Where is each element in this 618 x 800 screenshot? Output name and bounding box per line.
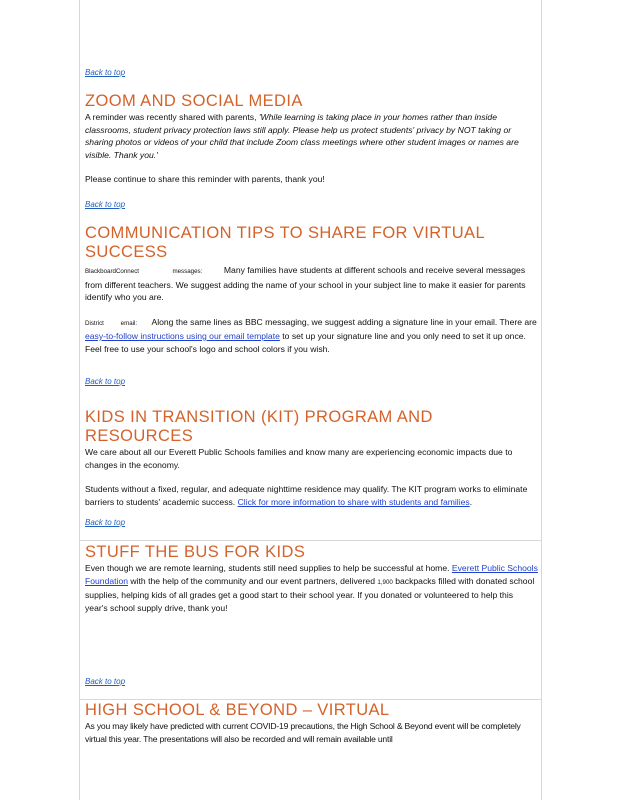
high-school-paragraph: As you may likely have predicted with current COVID-19 precautions, the High School & Beyond event will be completely virtual this year. The presentations will also be recorded and will remain available until bbox=[85, 721, 521, 744]
section-divider bbox=[79, 540, 542, 541]
communication-heading: COMMUNICATION TIPS TO SHARE FOR VIRTUAL SUCCESS bbox=[85, 224, 485, 261]
email-template-link[interactable]: easy-to-follow instructions using our email template bbox=[85, 331, 280, 341]
high-school-section bbox=[85, 701, 538, 745]
blackboard-label: BlackboardConnect bbox=[85, 268, 140, 275]
zoom-paragraph bbox=[85, 111, 538, 161]
back-to-top-link[interactable] bbox=[85, 200, 538, 210]
blackboard-paragraph bbox=[85, 264, 538, 304]
kit-info-link[interactable]: Click for more information to share with students and families bbox=[237, 496, 470, 507]
district-text-1: Along the same lines as BBC messaging, we suggest adding a signature line in your email. There are bbox=[151, 316, 537, 327]
blackboard-text: Many families have students at different schools and receive several messages from different teachers. We suggest adding the name of your school in your subject line to make it easier for parents identify who you are. bbox=[85, 265, 526, 302]
zoom-section bbox=[85, 92, 538, 186]
back-to-top-link-text[interactable]: Back to top bbox=[85, 377, 126, 386]
stuff-bus-text-2: with the help of the community and our event partners, delivered bbox=[128, 575, 378, 586]
kit-paragraph-1: We care about all our Everett Public Schools families and know many are experiencing economic impacts due to changes in the economy. bbox=[85, 447, 513, 470]
kit-text: Students without a fixed, regular, and adequate nighttime residence may qualify. The KIT program works to eliminate barriers to students' academic success. bbox=[85, 484, 528, 507]
back-to-top-link[interactable] bbox=[85, 518, 538, 528]
foundation-link[interactable]: Everett Public Schools Foundation bbox=[85, 563, 538, 586]
zoom-quote: 'While learning is taking place in your homes rather than inside classrooms, student privacy protection laws still apply. Please help us protect students' privacy by NOT taking or sharing photos or videos of your child that include Zoom class meetings where other student images or names are visible. Thank you.' bbox=[85, 112, 519, 160]
back-to-top-link-text[interactable]: Back to top bbox=[85, 518, 126, 527]
back-to-top-link-text[interactable]: Back to top bbox=[85, 200, 126, 209]
kit-paragraph-2 bbox=[85, 483, 538, 508]
stuff-bus-heading: STUFF THE BUS FOR KIDS bbox=[85, 543, 306, 561]
high-school-heading: HIGH SCHOOL & BEYOND – VIRTUAL bbox=[85, 701, 390, 719]
blackboard-label-2: messages: bbox=[172, 268, 203, 275]
stuff-bus-section bbox=[85, 543, 538, 614]
stuff-bus-paragraph bbox=[85, 562, 538, 614]
kit-section bbox=[85, 408, 538, 508]
stuff-bus-text-1: Even though we are remote learning, students still need supplies to help be successful at home. bbox=[85, 563, 452, 573]
kit-heading: KIDS IN TRANSITION (KIT) PROGRAM AND RESOURCES bbox=[85, 408, 433, 445]
zoom-closing: Please continue to share this reminder with parents, thank you! bbox=[85, 174, 325, 184]
backpack-count: 1,900 bbox=[377, 578, 393, 586]
communication-section bbox=[85, 224, 538, 355]
back-to-top-link[interactable] bbox=[85, 377, 538, 387]
back-to-top-link[interactable] bbox=[85, 68, 538, 78]
zoom-intro: A reminder was recently shared with parents, bbox=[85, 112, 259, 122]
back-to-top-link[interactable] bbox=[85, 677, 538, 687]
section-divider bbox=[79, 699, 542, 700]
district-text-2: to set up your signature line and you only need to set it up once. Feel free to use your school's logo and school colors if you wish. bbox=[85, 331, 526, 354]
district-label-2: email: bbox=[120, 319, 138, 327]
district-label: District bbox=[85, 319, 104, 327]
district-paragraph bbox=[85, 316, 538, 356]
zoom-heading: ZOOM AND SOCIAL MEDIA bbox=[85, 92, 303, 110]
kit-text-end: . bbox=[469, 496, 473, 507]
back-to-top-link-text[interactable]: Back to top bbox=[85, 677, 126, 686]
stuff-bus-text-3: backpacks filled with donated school supplies, helping kids of all grades get a good start to their school year. If you donated or volunteered to help this year's school supply drive, thank you! bbox=[85, 575, 535, 613]
content-column bbox=[79, 0, 542, 800]
back-to-top-link-text[interactable]: Back to top bbox=[85, 68, 126, 77]
